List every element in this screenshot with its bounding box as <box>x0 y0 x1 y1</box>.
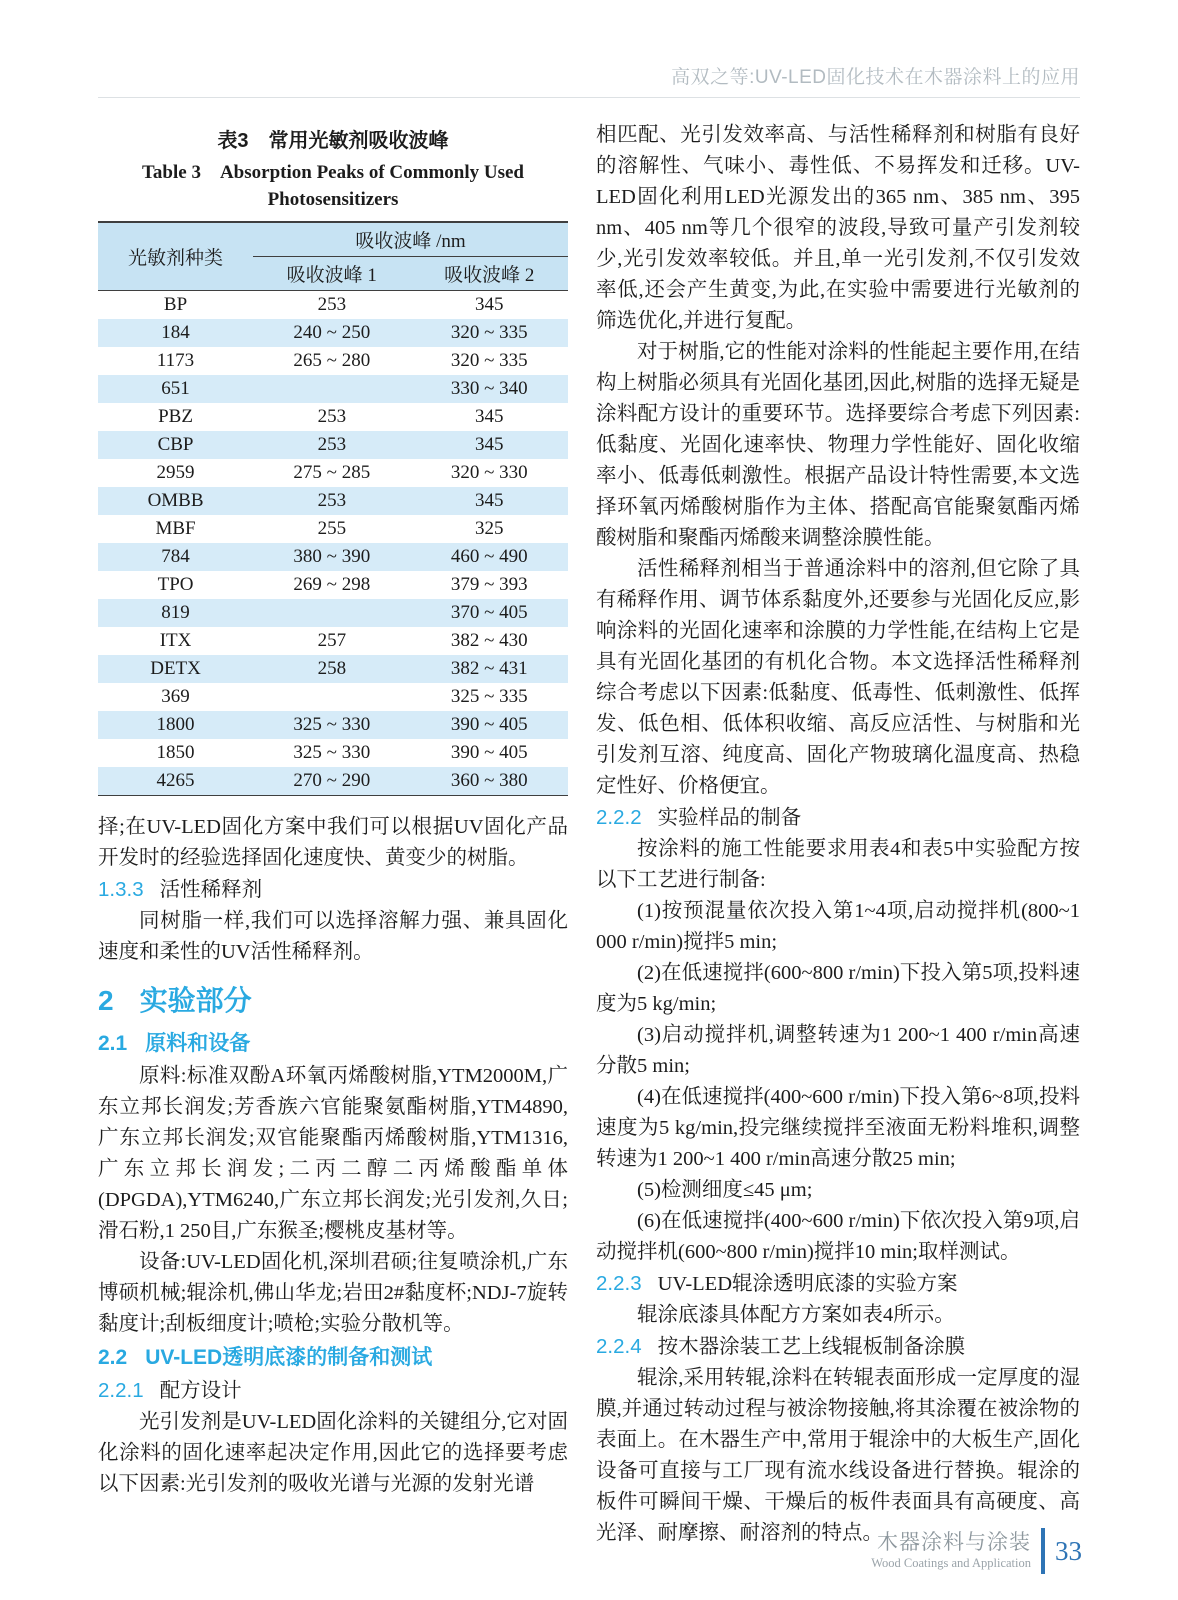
photosensitizer-name: 2959 <box>156 462 195 483</box>
peak2: 382 ~ 431 <box>411 655 568 683</box>
table-row <box>98 375 568 403</box>
photosensitizer-name: 1850 <box>156 742 195 763</box>
two-column-layout <box>98 120 1080 1549</box>
section-heading-2-2 <box>98 1342 568 1373</box>
page-number: 33 <box>1055 1535 1082 1566</box>
peak1: 269 ~ 298 <box>293 574 371 595</box>
photosensitizer-name: 1173 <box>156 350 195 371</box>
paragraph: 活性稀释剂相当于普通涂料中的溶剂,但它除了具有稀释作用、调节体系黏度外,还要参与光固化反应,影响涂料的光固化速率和涂膜的力学性能,在结构上它是具有光固化基团的有机化合物。本文选择活性稀释剂综合考虑以下因素:低黏度、低毒性、低刺激性、低挥发、低色相、低体积收缩、高反应活性、与树脂和光引发剂互溶、纯度高、固化产物玻璃化温度高、热稳定性好、价格便宜。 <box>596 558 1080 797</box>
peak2: 325 <box>475 518 504 539</box>
section-title: 实验样品的制备 <box>657 807 802 829</box>
header-rule <box>98 97 1080 98</box>
table3-caption-en-line2: Photosensitizers <box>267 189 399 210</box>
peak2: 345 <box>411 487 568 515</box>
col-header-peak2: 吸收波峰 2 <box>411 257 568 291</box>
section-title: 原料和设备 <box>145 1032 251 1055</box>
peak1: 255 <box>317 518 347 539</box>
paragraph: 辊涂底漆具体配方方案如表4所示。 <box>637 1304 955 1326</box>
peak2: 330 ~ 340 <box>411 375 568 403</box>
peak1: 325 ~ 330 <box>253 711 410 739</box>
table-row <box>98 683 568 711</box>
photosensitizer-name: 184 <box>98 319 253 347</box>
photosensitizer-name: TPO <box>157 574 194 595</box>
peak1: 270 ~ 290 <box>253 767 410 796</box>
procedure-step: (2)在低速搅拌(600~800 r/min)下投入第5项,投料速度为5 kg/min; <box>596 962 1080 1015</box>
peak1: 253 <box>317 294 347 315</box>
peak2: 460 ~ 490 <box>411 543 568 571</box>
section-number: 1.3.3 <box>98 878 144 901</box>
paragraph: 择;在UV-LED固化方案中我们可以根据UV固化产品开发时的经验选择固化速度快、黄变少的树脂。 <box>98 816 568 869</box>
section-number: 2.2.2 <box>596 806 642 829</box>
photosensitizer-name: 4265 <box>98 767 253 796</box>
table-row <box>98 627 568 655</box>
photosensitizer-name: 1800 <box>98 711 253 739</box>
procedure-step: (1)按预混量依次投入第1~4项,启动搅拌机(800~1 000 r/min)搅拌5 min; <box>596 900 1080 953</box>
right-column <box>596 120 1080 1549</box>
peak1: 325 ~ 330 <box>293 742 371 763</box>
table-row <box>98 319 568 347</box>
section-heading-1-3-3 <box>98 874 568 906</box>
table-row <box>98 459 568 487</box>
peak2: 345 <box>475 294 504 315</box>
paragraph: 同树脂一样,我们可以选择溶解力强、兼具固化速度和柔性的UV活性稀释剂。 <box>98 910 568 963</box>
section-heading-2-2-2 <box>596 802 1080 834</box>
journal-name-block <box>871 1531 1031 1571</box>
table-row <box>98 515 568 543</box>
procedure-step: (3)启动搅拌机,调整转速为1 200~1 400 r/min高速分散5 min; <box>596 1024 1080 1077</box>
section-title: 活性稀释剂 <box>159 879 263 901</box>
section-title: UV-LED透明底漆的制备和测试 <box>145 1346 433 1369</box>
table-row <box>98 711 568 739</box>
section-title: 配方设计 <box>159 1380 242 1402</box>
col-header-species: 光敏剂种类 <box>98 222 253 291</box>
photosensitizer-name: 369 <box>161 686 190 707</box>
peak2: 382 ~ 430 <box>450 630 528 651</box>
peak2: 390 ~ 405 <box>450 742 528 763</box>
peak1: 253 <box>253 431 410 459</box>
peak2: 345 <box>475 406 504 427</box>
section-number: 2.2.4 <box>596 1335 642 1358</box>
table-row <box>98 571 568 599</box>
table3-photosensitizers <box>98 221 568 796</box>
section-heading-2-2-3 <box>596 1268 1080 1300</box>
paragraph: 光引发剂是UV-LED固化涂料的关键组分,它对固化涂料的固化速率起决定作用,因此它的选择要考虑以下因素:光引发剂的吸收光谱与光源的发射光谱 <box>98 1411 568 1495</box>
section-number: 2.2.1 <box>98 1379 144 1402</box>
paragraph: 辊涂,采用转辊,涂料在转辊表面形成一定厚度的湿膜,并通过转动过程与被涂物接触,将其涂覆在被涂物的表面上。在木器生产中,常用于辊涂中的大板生产,固化设备可直接与工厂现有流水线设备进行替换。辊涂的板件可瞬间干燥、干燥后的板件表面具有高硬度、高光泽、耐摩擦、耐溶剂的特点。 <box>596 1367 1080 1544</box>
table-row <box>98 767 568 796</box>
procedure-step: (4)在低速搅拌(400~600 r/min)下投入第6~8项,投料速度为5 kg/min,投完继续搅拌至液面无粉料堆积,调整转速为1 200~1 400 r/min高速分散25 min; <box>596 1086 1080 1170</box>
photosensitizer-name: PBZ <box>158 406 193 427</box>
section-number: 2.2.3 <box>596 1272 642 1295</box>
peak2: 370 ~ 405 <box>411 599 568 627</box>
table-row <box>98 431 568 459</box>
peak2: 345 <box>411 431 568 459</box>
peak1: 253 <box>253 487 410 515</box>
section-number: 2.2 <box>98 1346 128 1369</box>
peak1: 265 ~ 280 <box>293 350 371 371</box>
peak2: 320 ~ 330 <box>450 462 528 483</box>
photosensitizer-name: DETX <box>98 655 253 683</box>
table-row <box>98 599 568 627</box>
paragraph: 按涂料的施工性能要求用表4和表5中实验配方按以下工艺进行制备: <box>596 838 1080 891</box>
page-footer <box>871 1528 1082 1574</box>
peak1: 253 <box>317 406 347 427</box>
section-heading-2-2-4 <box>596 1331 1080 1363</box>
table3-caption-en-line1: Table 3 Absorption Peaks of Commonly Used <box>142 162 524 183</box>
section-title: 实验部分 <box>139 985 252 1016</box>
photosensitizer-name: 784 <box>98 543 253 571</box>
photosensitizer-name: OMBB <box>98 487 253 515</box>
peak2: 379 ~ 393 <box>450 574 528 595</box>
photosensitizer-name: 819 <box>98 599 253 627</box>
paragraph: 设备:UV-LED固化机,深圳君硕;往复喷涂机,广东博硕机械;辊涂机,佛山华龙;岩田2#黏度杯;NDJ-7旋转黏度计;刮板细度计;喷枪;实验分散机等。 <box>98 1251 568 1335</box>
photosensitizer-name: ITX <box>159 630 192 651</box>
journal-name-cn: 木器涂料与涂装 <box>877 1531 1031 1554</box>
journal-name-en: Wood Coatings and Application <box>871 1556 1031 1570</box>
paragraph: 相匹配、光引发效率高、与活性稀释剂和树脂有良好的溶解性、气味小、毒性低、不易挥发和迁移。UV-LED固化利用LED光源发出的365 nm、385 nm、395 nm、405 nm等几个很窄的波段,导致可量产引发剂较少,光引发效率较低。并且,单一光引发剂,不仅引发效率低,还会产生黄变,为此,在实验中需要进行光敏剂的筛选优化,并进行复配。 <box>596 124 1080 332</box>
table-row <box>98 403 568 431</box>
procedure-step: (6)在低速搅拌(400~600 r/min)下依次投入第9项,启动搅拌机(600~800 r/min)搅拌10 min;取样测试。 <box>596 1210 1080 1263</box>
running-title: 高双之等:UV-LED固化技术在木器涂料上的应用 <box>671 67 1080 88</box>
photosensitizer-name: 651 <box>98 375 253 403</box>
photosensitizer-name: CBP <box>98 431 253 459</box>
table-row <box>98 655 568 683</box>
peak1: 257 <box>317 630 347 651</box>
peak2: 320 ~ 335 <box>411 319 568 347</box>
photosensitizer-name: BP <box>163 294 188 315</box>
peak1: 380 ~ 390 <box>253 543 410 571</box>
photosensitizer-name: MBF <box>155 518 196 539</box>
table-row <box>98 543 568 571</box>
section-title: 按木器涂装工艺上线辊板制备涂膜 <box>657 1336 966 1358</box>
paragraph: 原料:标准双酚A环氧丙烯酸树脂,YTM2000M,广东立邦长润发;芳香族六官能聚氨酯树脂,YTM4890,广东立邦长润发;双官能聚酯丙烯酸树脂,YTM1316,广东立邦长润发;二丙二醇二丙烯酸酯单体(DPGDA),YTM6240,广东立邦长润发;光引发剂,久日;滑石粉,1 250目,广东猴圣;樱桃皮基材等。 <box>98 1065 568 1242</box>
table3-caption-en <box>98 159 568 213</box>
section-heading-2-1 <box>98 1028 568 1059</box>
section-heading-2 <box>98 984 568 1018</box>
col-header-peak1: 吸收波峰 1 <box>253 257 410 291</box>
table-row <box>98 291 568 320</box>
col-header-group: 吸收波峰 /nm <box>253 222 568 257</box>
table3-caption-cn: 表3 常用光敏剂吸收波峰 <box>217 130 449 152</box>
peak1 <box>253 375 410 403</box>
section-heading-2-2-1 <box>98 1375 568 1407</box>
left-column <box>98 120 568 1549</box>
section-number: 2 <box>98 985 114 1016</box>
paragraph: 对于树脂,它的性能对涂料的性能起主要作用,在结构上树脂必须具有光固化基团,因此,树脂的选择无疑是涂料配方设计的重要环节。选择要综合考虑下列因素:低黏度、光固化速率快、物理力学性能好、固化收缩率小、低毒低刺激性。根据产品设计特性需要,本文选择环氧丙烯酸树脂作为主体、搭配高官能聚氨酯丙烯酸树脂和聚酯丙烯酸来调整涂膜性能。 <box>596 341 1080 549</box>
section-number: 2.1 <box>98 1032 128 1055</box>
peak2: 320 ~ 335 <box>450 350 528 371</box>
table-row <box>98 347 568 375</box>
table-row <box>98 487 568 515</box>
procedure-step: (5)检测细度≤45 μm; <box>637 1179 813 1201</box>
peak1 <box>253 683 410 711</box>
table-row <box>98 739 568 767</box>
peak2: 360 ~ 380 <box>411 767 568 796</box>
section-title: UV-LED辊涂透明底漆的实验方案 <box>657 1273 958 1295</box>
peak1 <box>253 599 410 627</box>
peak1: 258 <box>253 655 410 683</box>
peak1: 240 ~ 250 <box>253 319 410 347</box>
footer-divider-bar <box>1041 1528 1045 1574</box>
peak2: 325 ~ 335 <box>450 686 528 707</box>
peak1: 275 ~ 285 <box>293 462 371 483</box>
peak2: 390 ~ 405 <box>411 711 568 739</box>
